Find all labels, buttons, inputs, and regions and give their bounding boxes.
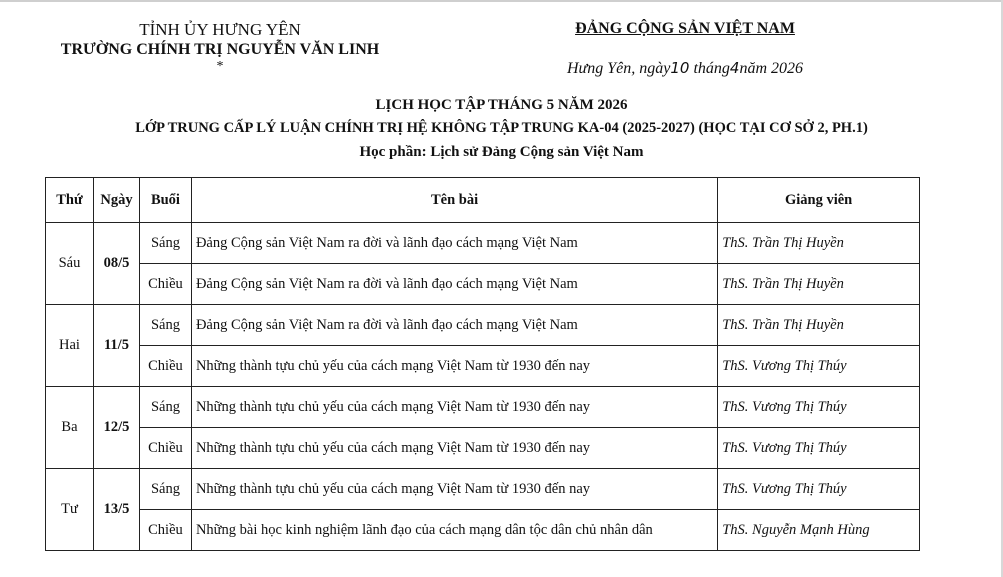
- lesson-cell: Những thành tựu chủ yếu của cách mạng Việt Nam từ 1930 đến nay: [191, 346, 717, 387]
- table-row: [46, 428, 920, 469]
- issuer-header: [40, 20, 400, 74]
- table-row: [46, 387, 920, 428]
- lesson-cell: Những thành tựu chủ yếu của cách mạng Việt Nam từ 1930 đến nay: [191, 469, 717, 510]
- date-cell: 12/5: [93, 387, 139, 469]
- header-lesson: Tên bài: [191, 178, 717, 223]
- lecturer-cell: ThS. Vương Thị Thúy: [718, 428, 920, 469]
- class-title: LỚP TRUNG CẤP LÝ LUẬN CHÍNH TRỊ HỆ KHÔNG TẬP TRUNG KA-04 (2025-2027) (HỌC TẠI CƠ SỞ 2, PH.1): [135, 120, 868, 136]
- lesson-cell: Đảng Cộng sản Việt Nam ra đời và lãnh đạo cách mạng Việt Nam: [191, 264, 717, 305]
- module-title: Học phần: Lịch sử Đảng Cộng sản Việt Nam: [359, 144, 644, 160]
- lesson-cell: Những thành tựu chủ yếu của cách mạng Việt Nam từ 1930 đến nay: [191, 428, 717, 469]
- schedule-table: [45, 177, 920, 551]
- date-day: 10: [670, 59, 690, 77]
- table-header-row: [46, 178, 920, 223]
- header-asterisk: *: [216, 59, 224, 74]
- lecturer-cell: ThS. Nguyễn Mạnh Hùng: [718, 510, 920, 551]
- date-month: 4: [729, 59, 740, 77]
- scan-border-top: [0, 0, 1003, 2]
- date-cell: 08/5: [93, 223, 139, 305]
- header-session: Buổi: [139, 178, 191, 223]
- table-row: [46, 305, 920, 346]
- date-prefix: Hưng Yên, ngày: [566, 60, 671, 77]
- lesson-cell: Những bài học kinh nghiệm lãnh đạo của cách mạng dân tộc dân chủ nhân dân: [191, 510, 717, 551]
- date-cell: 13/5: [93, 469, 139, 551]
- table-row: [46, 510, 920, 551]
- lecturer-cell: ThS. Vương Thị Thúy: [718, 469, 920, 510]
- lecturer-cell: ThS. Trần Thị Huyền: [718, 264, 920, 305]
- session-cell: Sáng: [139, 387, 191, 428]
- date-month-word: tháng: [693, 60, 730, 77]
- table-row: [46, 223, 920, 264]
- header-weekday: Thứ: [46, 178, 94, 223]
- weekday-cell: Hai: [46, 305, 94, 387]
- lecturer-cell: ThS. Vương Thị Thúy: [718, 346, 920, 387]
- table-row: [46, 264, 920, 305]
- session-cell: Sáng: [139, 305, 191, 346]
- session-cell: Sáng: [139, 223, 191, 264]
- province-name: TỈNH ỦY HƯNG YÊN: [139, 20, 301, 39]
- main-title: LỊCH HỌC TẬP THÁNG 5 NĂM 2026: [375, 97, 628, 113]
- date-cell: 11/5: [93, 305, 139, 387]
- document-titles: [0, 93, 1003, 165]
- lesson-cell: Những thành tựu chủ yếu của cách mạng Việt Nam từ 1930 đến nay: [191, 387, 717, 428]
- lecturer-cell: ThS. Trần Thị Huyền: [718, 223, 920, 264]
- table-row: [46, 346, 920, 387]
- weekday-cell: Ba: [46, 387, 94, 469]
- session-cell: Chiều: [139, 346, 191, 387]
- lecturer-cell: ThS. Trần Thị Huyền: [718, 305, 920, 346]
- table-row: [46, 469, 920, 510]
- date-year: năm 2026: [739, 60, 804, 77]
- session-cell: Sáng: [139, 469, 191, 510]
- weekday-cell: Tư: [46, 469, 94, 551]
- session-cell: Chiều: [139, 428, 191, 469]
- issue-date: [555, 57, 815, 80]
- session-cell: Chiều: [139, 264, 191, 305]
- school-name: TRƯỜNG CHÍNH TRỊ NGUYỄN VĂN LINH: [60, 41, 380, 58]
- party-name: ĐẢNG CỘNG SẢN VIỆT NAM: [575, 20, 795, 37]
- header-lecturer: Giảng viên: [718, 178, 920, 223]
- weekday-cell: Sáu: [46, 223, 94, 305]
- lesson-cell: Đảng Cộng sản Việt Nam ra đời và lãnh đạo cách mạng Việt Nam: [191, 305, 717, 346]
- session-cell: Chiều: [139, 510, 191, 551]
- lesson-cell: Đảng Cộng sản Việt Nam ra đời và lãnh đạo cách mạng Việt Nam: [191, 223, 717, 264]
- header-date: Ngày: [93, 178, 139, 223]
- lecturer-cell: ThS. Vương Thị Thúy: [718, 387, 920, 428]
- party-header: [555, 18, 815, 80]
